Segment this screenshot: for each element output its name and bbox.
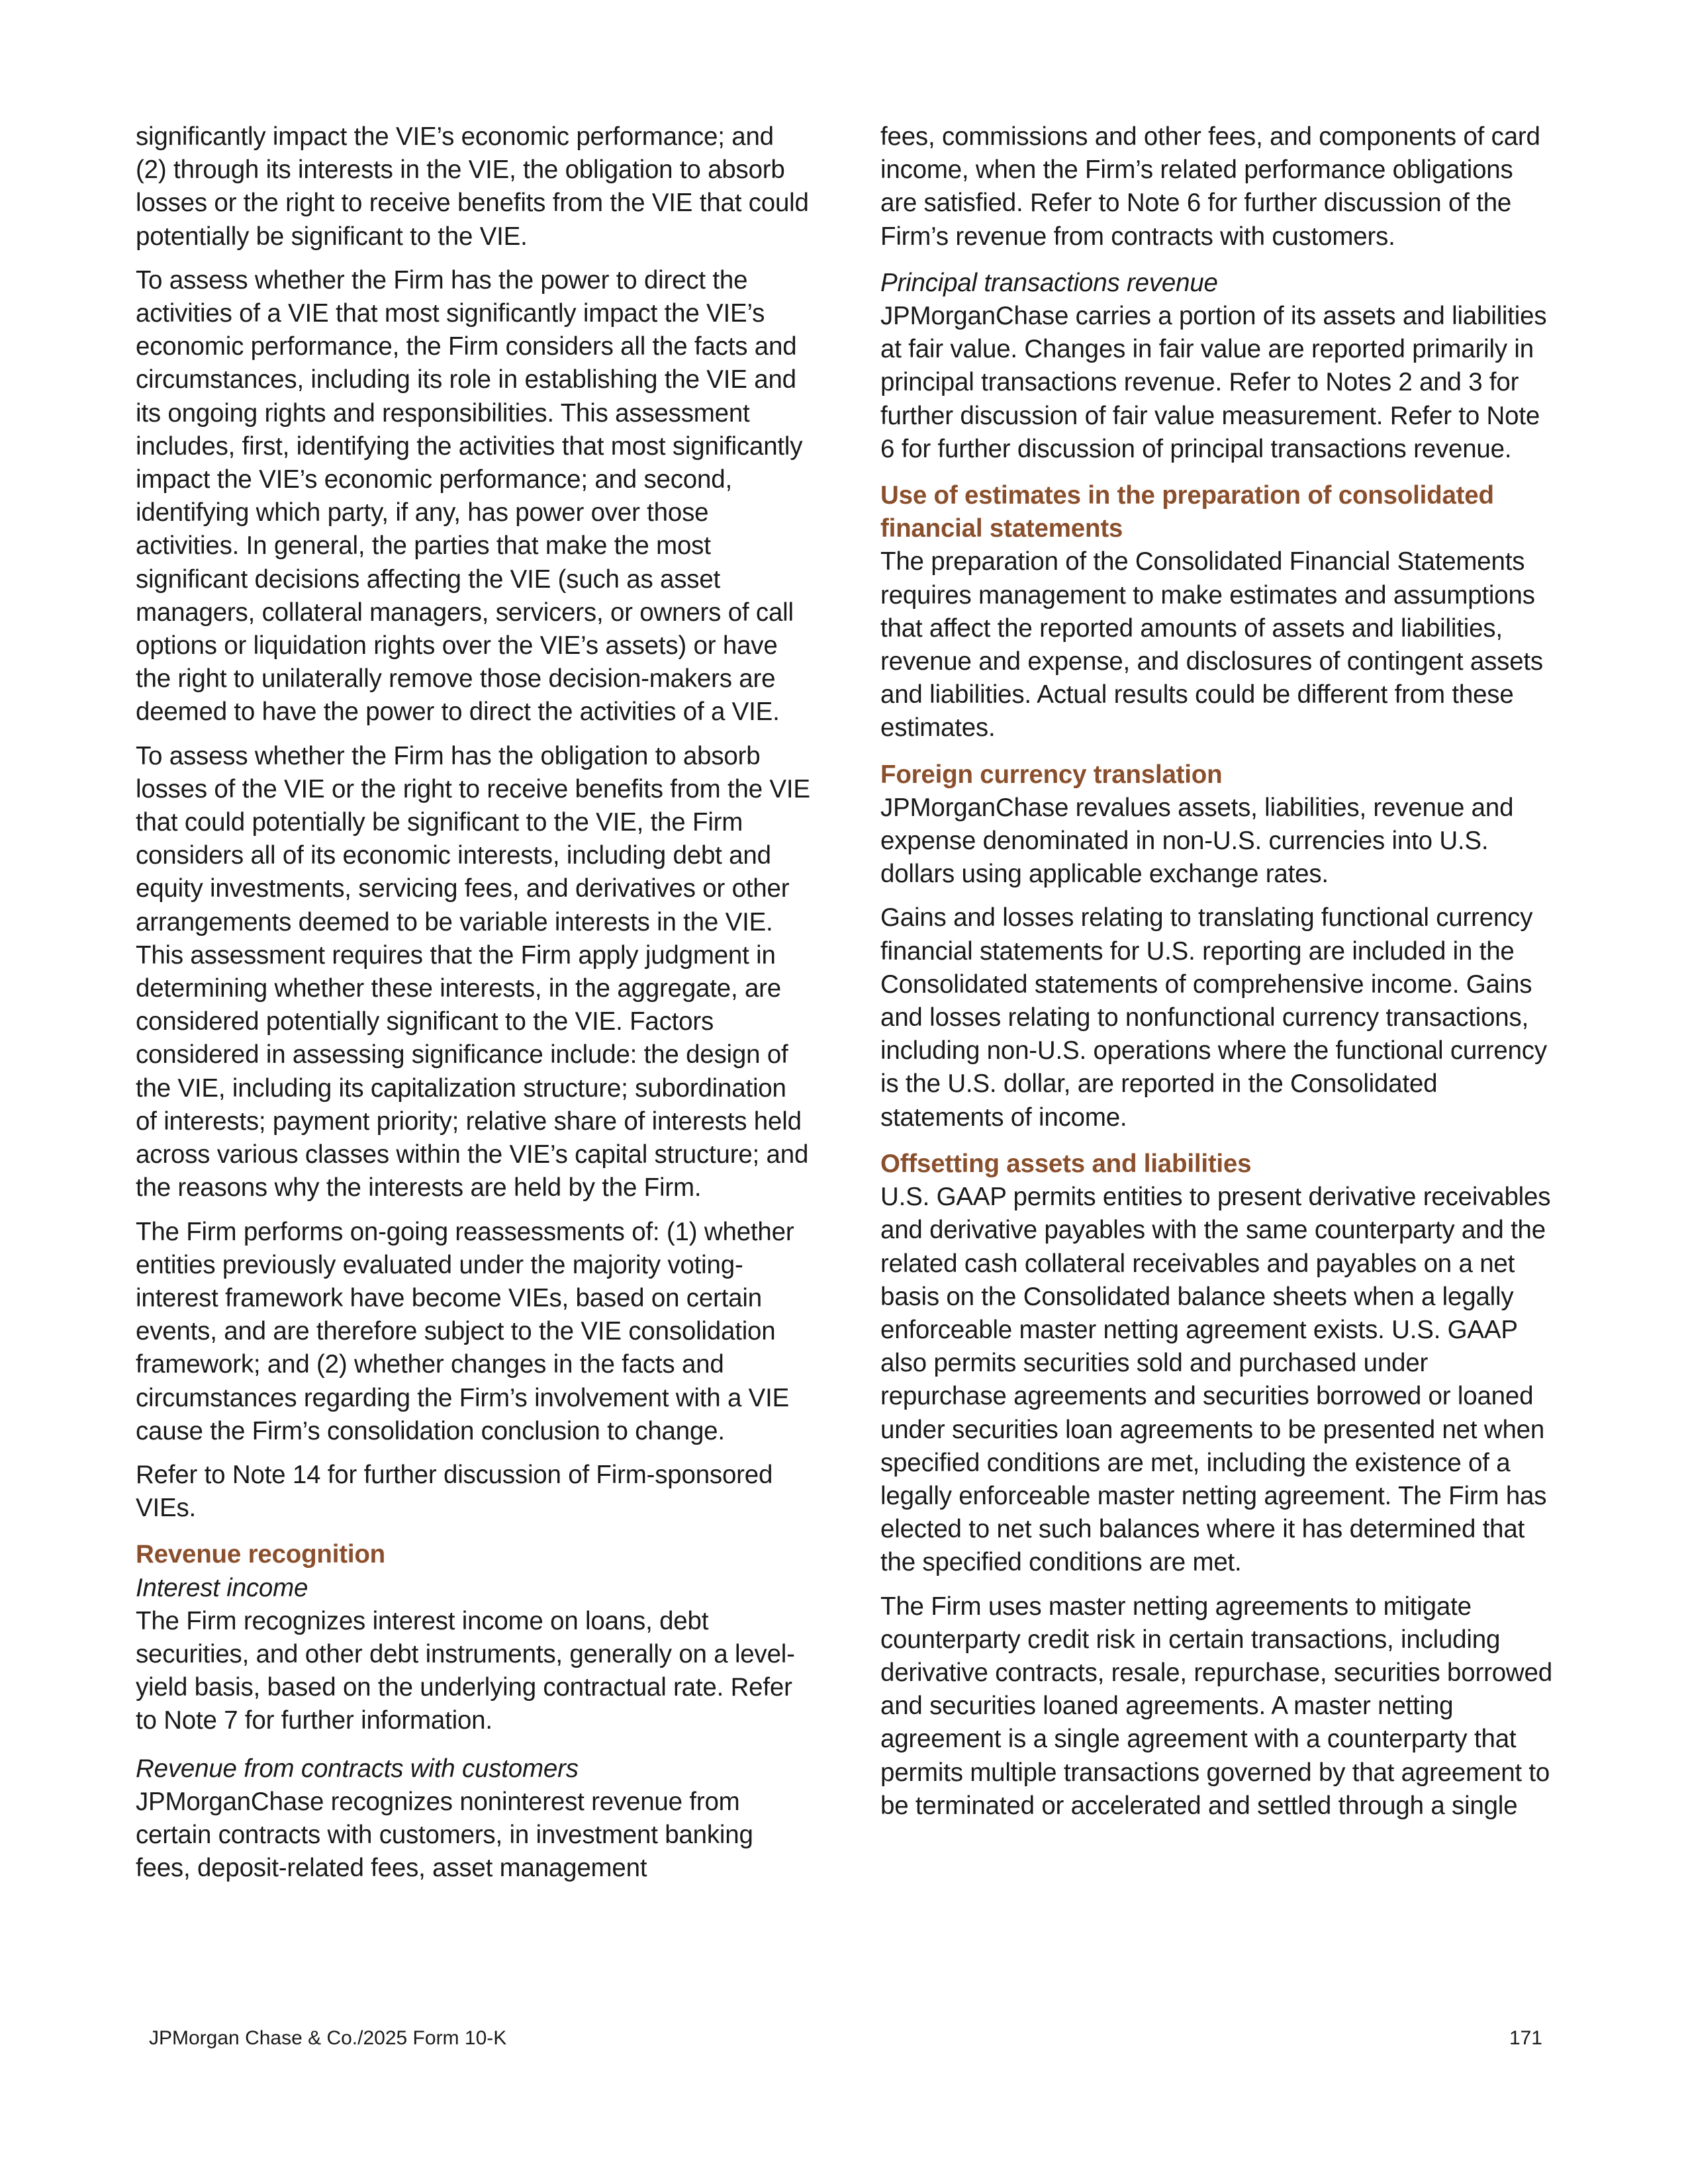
subsection-title: Interest income (136, 1573, 308, 1602)
subsection-title: Principal transactions revenue (880, 268, 1218, 297)
body-paragraph: JPMorganChase revalues assets, liabilities, revenue and expense denominated in non-U.S. currencies into U.S. dollars using applicable exchange rates. (880, 793, 1514, 889)
section-heading: Foreign currency translation (880, 760, 1223, 789)
body-paragraph: fees, commissions and other fees, and components of card income, when the Firm’s related performance obligations are satisfied. Refer to Note 6 for further discussion of the Firm’s revenue from contracts with customers. (880, 122, 1540, 251)
estimates-section (880, 479, 1556, 745)
body-paragraph: Refer to Note 14 for further discussion of Firm-sponsored VIEs. (136, 1460, 773, 1523)
offsetting-section (880, 1148, 1556, 1823)
page-number: 171 (1509, 2027, 1542, 2049)
subsection-title: Revenue from contracts with customers (136, 1754, 579, 1783)
section-heading: Use of estimates in the preparation of consolidated financial statements (880, 481, 1494, 543)
body-paragraph: significantly impact the VIE’s economic performance; and (2) through its interests in the VIE, the obligation to absorb losses or the right to receive benefits from the VIE that could potentially be significant to the VIE. (136, 122, 809, 251)
body-paragraph: JPMorganChase recognizes noninterest revenue from certain contracts with customers, in investment banking fees, deposit-related fees, asset management (136, 1787, 753, 1883)
body-paragraph: Gains and losses relating to translating functional currency financial statements for U.S. reporting are included in the Consolidated statements of comprehensive income. Gains and losses relating to nonfunctional currency transactions, including non-U.S. operations where the functional currency is the U.S. dollar, are reported in the Consolidated statements of income. (880, 903, 1547, 1132)
body-paragraph: To assess whether the Firm has the power to direct the activities of a VIE that most significantly impact the VIE’s economic performance, the Firm considers all the facts and circumstances, including its role in establishing the VIE and its ongoing rights and responsibilities. This assessment includes, first, identifying the activities that most significantly impact the VIE’s economic performance; and second, identifying which party, if any, has power over those activities. In general, the parties that make the most significant decisions affecting the VIE (such as asset managers, collateral managers, servicers, or owners of call options or liquidation rights over the VIE’s assets) or have the right to unilaterally remove those decision-makers are deemed to have the power to direct the activities of a VIE. (136, 265, 803, 727)
footer-document-title: JPMorgan Chase & Co./2025 Form 10-K (149, 2027, 507, 2049)
foreign-currency-section (880, 758, 1556, 1134)
body-paragraph: The Firm recognizes interest income on loans, debt securities, and other debt instruments, generally on a level-yield basis, based on the underlying contractual rate. Refer to Note 7 for further information. (136, 1606, 795, 1735)
body-paragraph: The Firm performs on-going reassessments of: (1) whether entities previously evaluated under the majority voting-interest framework have become VIEs, based on certain events, and are therefore subject to the VIE consolidation framework; and (2) whether changes in the facts and circumstances regarding the Firm’s involvement with a VIE cause the Firm’s consolidation conclusion to change. (136, 1217, 794, 1445)
body-paragraph: The preparation of the Consolidated Financial Statements requires management to make estimates and assumptions that affect the reported amounts of assets and liabilities, revenue and expense, and disclosures of contingent assets and liabilities. Actual results could be different from these estimates. (880, 547, 1543, 743)
revenue-recognition-section (136, 1538, 811, 1885)
section-heading: Revenue recognition (136, 1540, 385, 1569)
body-paragraph: The Firm uses master netting agreements to mitigate counterparty credit risk in certain transactions, including derivative contracts, resale, repurchase, securities borrowed and securities loaned agreements. A master netting agreement is a single agreement with a counterparty that permits multiple transactions governed by that agreement to be terminated or accelerated and settled through a single (880, 1592, 1552, 1820)
section-heading: Offsetting assets and liabilities (880, 1149, 1252, 1178)
body-paragraph: U.S. GAAP permits entities to present derivative receivables and derivative payables with the same counterparty and the related cash collateral receivables and payables on a net basis on the Consolidated balance sheets when a legally enforceable master netting agreement exists. U.S. GAAP also permits securities sold and purchased under repurchase agreements and securities borrowed or loaned under securities loan agreements to be presented net when specified conditions are met, including the existence of a legally enforceable master netting agreement. The Firm has elected to net such balances where it has determined that the specified conditions are met. (880, 1183, 1551, 1577)
right-column (880, 120, 1556, 1836)
body-paragraph: To assess whether the Firm has the obligation to absorb losses of the VIE or the right to receive benefits from the VIE that could potentially be significant to the VIE, the Firm considers all of its economic interests, including debt and equity investments, servicing fees, and derivatives or other arrangements deemed to be variable interests in the VIE. This assessment requires that the Firm apply judgment in determining whether these interests, in the aggregate, are considered potentially significant to the VIE. Factors considered in assessing significance include: the design of the VIE, including its capitalization structure; subordination of interests; payment priority; relative share of interests held across various classes within the VIE’s capital structure; and the reasons why the interests are held by the Firm. (136, 741, 810, 1203)
principal-transactions-section (880, 267, 1556, 466)
body-paragraph: JPMorganChase carries a portion of its assets and liabilities at fair value. Changes in fair value are reported primarily in principal transactions revenue. Refer to Notes 2 and 3 for further discussion of fair value measurement. Refer to Note 6 for further discussion of principal transactions revenue. (880, 302, 1547, 463)
left-column (136, 120, 811, 1898)
